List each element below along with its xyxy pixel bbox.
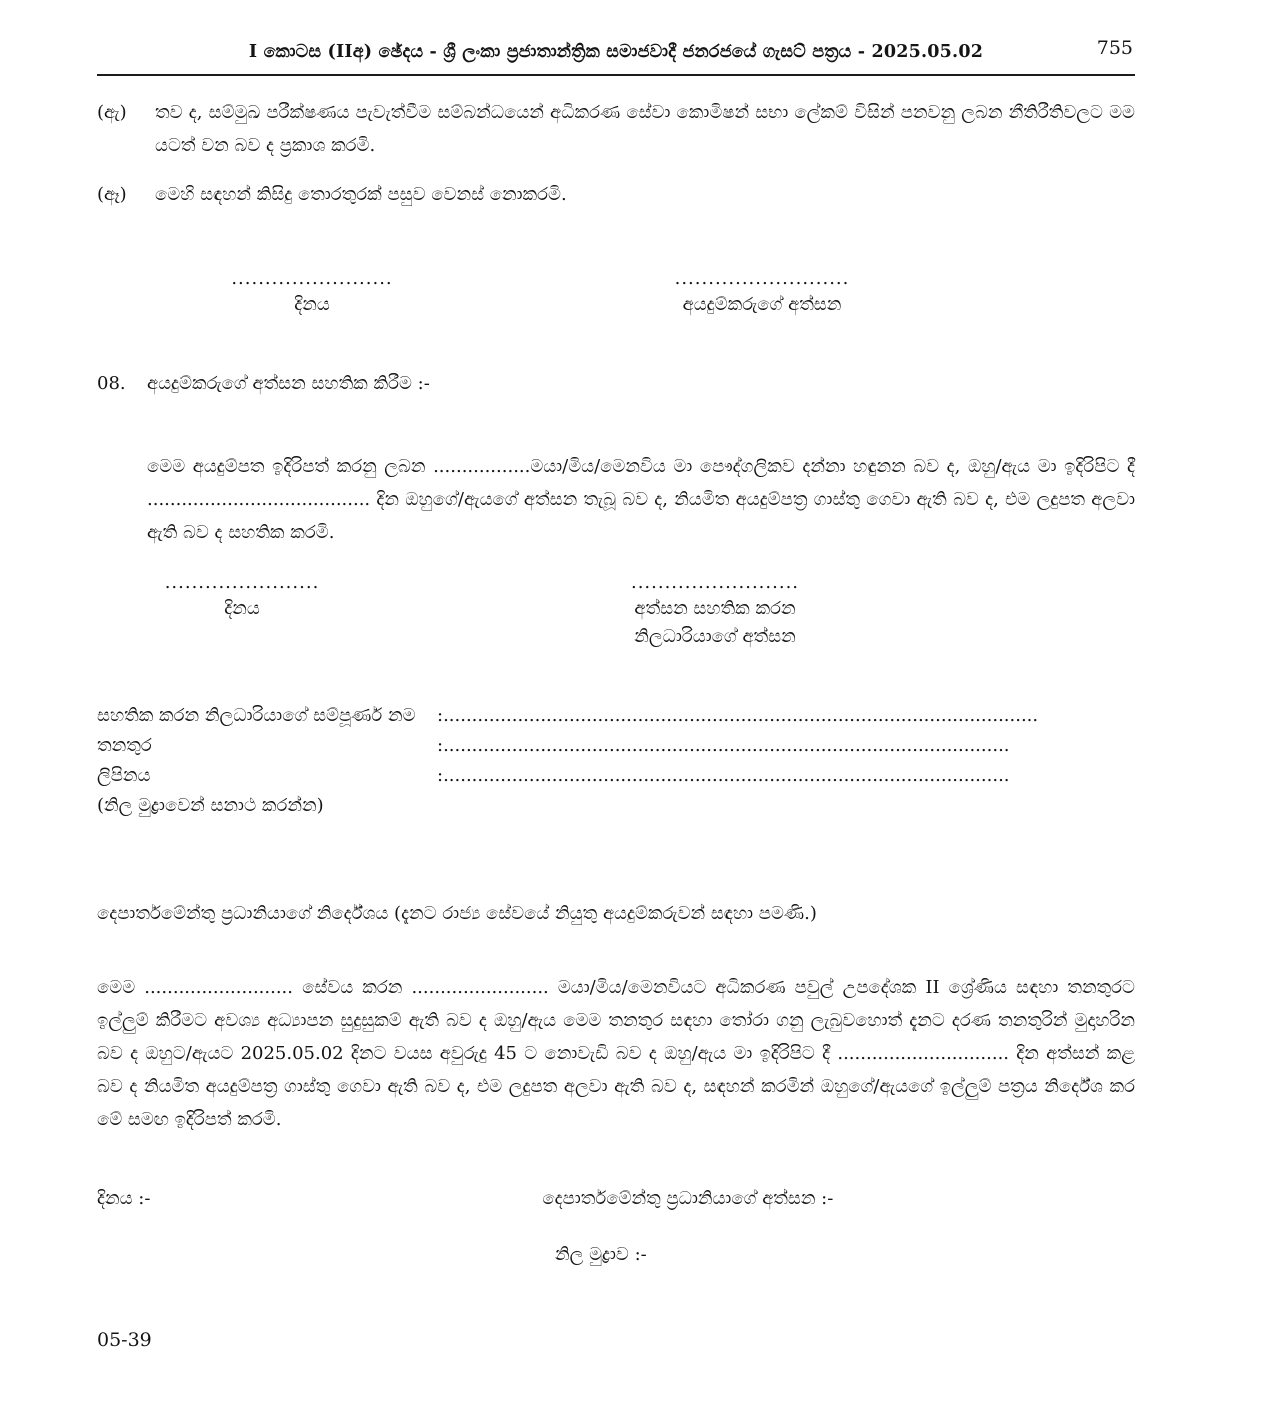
section-08-number: 08. xyxy=(97,373,126,394)
certify-date-dotted-line: ....................... xyxy=(164,572,320,593)
clause-aae-label: (ඈ) xyxy=(97,184,127,205)
department-date-label: දිනය :- xyxy=(97,1188,151,1209)
officer-name-label: සහතික කරන නිලධාරියාගේ සම්පූර්ණ නම xyxy=(97,705,416,726)
applicant-signature-dotted-line: .......................... xyxy=(674,268,850,289)
clause-ae-label: (ඇ) xyxy=(97,102,127,123)
officer-name-row xyxy=(97,701,1135,731)
certification-paragraph: මෙම අයදුම්පත ඉදිරිපත් කරනු ලබන .................මයා/මිය/මෙනවිය මා පෞද්ගලිකව දන්නා හඳුනන බව ද, ඔහු/ඇය මා ඉදිරිපිට දී ....................................... දින ඔහුගේ/ඇයගේ අත්සන තැබූ බව ද, නියමිත අයදුම්පත්‍ර ගාස්තු ගෙවා ඇති බව ද, එම ලදුපත අලවා ඇති බව ද සහතික කරමි. xyxy=(147,456,1135,543)
certifying-officer-signature-block xyxy=(97,571,1135,651)
certify-signature-dotted-line: ......................... xyxy=(630,572,800,593)
date-label: දිනය xyxy=(294,294,330,315)
official-seal-label: නිල මුද්‍රාව :- xyxy=(555,1244,647,1265)
officer-address-dotted-line: :................................................................................................... xyxy=(437,765,1010,786)
section-08-heading xyxy=(97,367,1135,400)
date-dotted-line: ........................ xyxy=(231,268,393,289)
officer-address-row xyxy=(97,761,1135,791)
officer-details-block xyxy=(97,701,1135,821)
applicant-signature-label: අයදුම්කරුගේ අත්සන xyxy=(682,294,842,315)
applicant-signature-field xyxy=(652,267,872,319)
certify-date-label: දිනය xyxy=(224,598,260,619)
date-signature-field xyxy=(227,267,397,319)
clause-ae xyxy=(97,96,1135,162)
clause-aae-text: මෙහි සඳහන් කිසිදු තොරතුරක් පසුව වෙනස් නොකරමි. xyxy=(155,184,567,205)
clause-ae-text: තව ද, සම්මුඛ පරීක්ෂණය පැවැත්වීම සම්බන්ධයෙන් අධිකරණ සේවා කොමිෂන් සභා ලේකම් විසින් පනවනු ලබන නීතිරීතිවලට මම යටත් වන බව ද ප්‍රකාශ කරමි. xyxy=(155,102,1135,156)
department-head-signature-row xyxy=(97,1186,1135,1212)
department-head-signature-label: දෙපාර්තමේන්තු ප්‍රධානියාගේ අත්සන :- xyxy=(542,1188,834,1209)
certify-signature-field xyxy=(615,571,815,651)
certify-date-field xyxy=(157,571,327,651)
officer-name-dotted-line: :........................................................................................................ xyxy=(437,705,1039,726)
page-number: 755 xyxy=(1096,37,1133,59)
officer-position-row xyxy=(97,731,1135,761)
officer-position-dotted-line: :................................................................................................... xyxy=(437,735,1010,756)
officer-position-label: තනතුර xyxy=(97,735,152,756)
section-08-title: අයදුම්කරුගේ අත්සන සහතික කිරීම :- xyxy=(147,373,430,394)
gazette-header-title: I කොටස (IIඅ) ඡේදය - ශ්‍රී ලංකා ප්‍රජාතාන්ත්‍රික සමාජවාදී ජනරජයේ ගැසට් පත්‍රය - 2025.05.02 xyxy=(248,42,984,62)
certify-signature-label-line1: අත්සන සහතික කරන xyxy=(634,598,796,619)
officer-address-label: ලිපිනය xyxy=(97,765,151,786)
applicant-signature-block xyxy=(97,267,1135,319)
department-head-recommendation-paragraph: මෙම .......................... සේවය කරන ........................ මයා/මිය/මෙනවියට අධිකරණ පවුල් උපදේශක II ශ්‍රේණිය සඳහා තනතුරට ඉල්ලුම් කිරීමට අවශ්‍ය අධ්‍යාපන සුදුසුකම් ඇති බව ද ඔහු/ඇය මෙම තනතුර සඳහා තෝරා ගනු ලැබුවහොත් දැනට දරණ තනතුරින් මුදාහරින බව ද ඔහුට/ඇයට 2025.05.02 දිනට වයස අවුරුදු 45 ට නොවැඩි බව ද ඔහු/ඇය මා ඉදිරිපිට දී .............................. දින අත්සන් කළ බව ද නියමිත අයදුම්පත්‍ර ගාස්තු ගෙවා ඇති බව ද, එම ලදුපත අලවා ඇති බව ද, සඳහන් කරමින් ඔහුගේ/ඇයගේ ඉල්ලුම් පත්‍රය නිර්දේශ කර මේ සමඟ ඉදිරිපත් කරමි. xyxy=(97,977,1135,1130)
official-seal-note: (නිල මුද්‍රාවෙන් සනාථ කරන්න) xyxy=(97,795,324,816)
certify-signature-label-line2: නිලධාරියාගේ අත්සන xyxy=(634,626,796,647)
header-rule xyxy=(97,74,1135,76)
clause-aae xyxy=(97,178,1135,211)
page-header xyxy=(97,37,1135,64)
department-head-recommendation-heading: දෙපාර්තමේන්තු ප්‍රධානියාගේ නිර්දේශය (දැනට රාජ්‍ය සේවයේ නියුතු අයදුම්කරුවන් සඳහා පමණි.) xyxy=(97,903,817,924)
gazette-notice-code: 05-39 xyxy=(97,1329,152,1351)
